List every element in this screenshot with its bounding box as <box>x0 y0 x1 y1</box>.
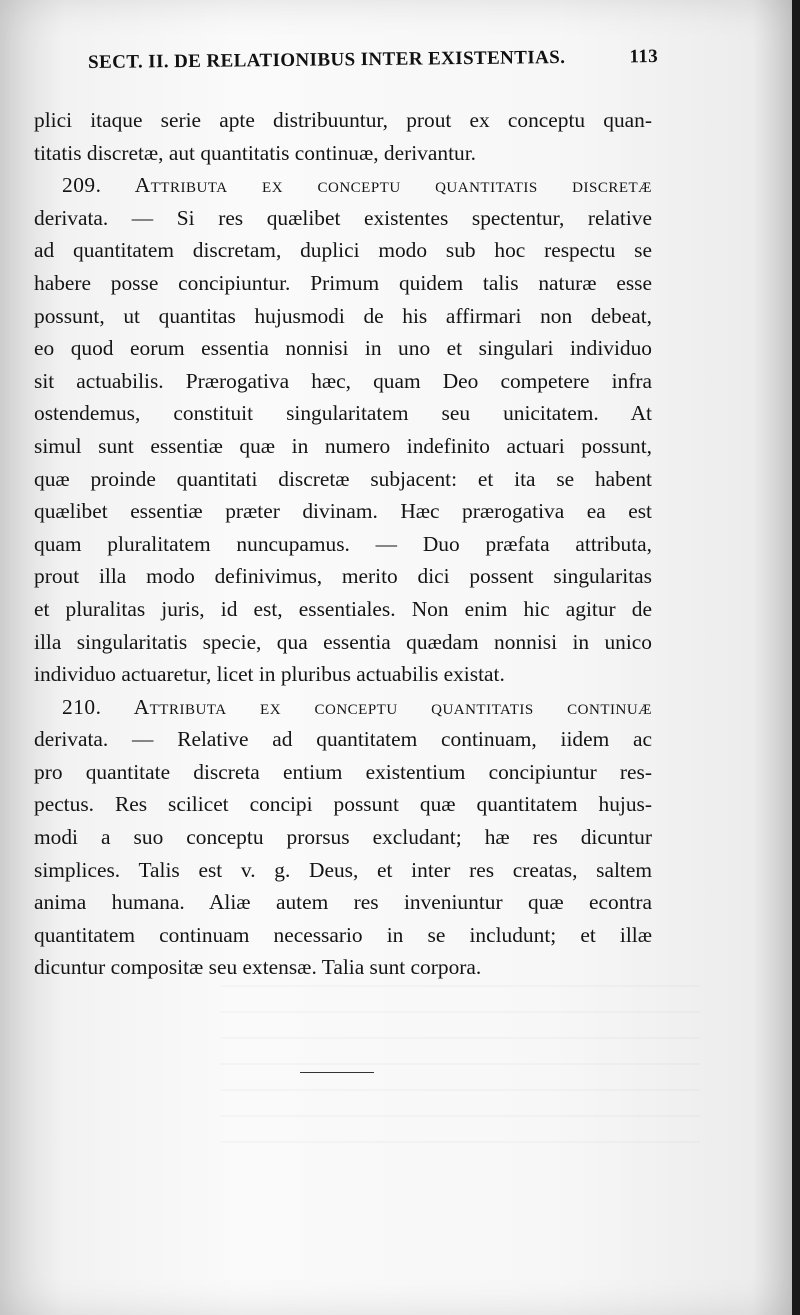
text-line: dicuntur compositæ seu extensæ. Talia sunt corpora. <box>34 955 482 980</box>
page-number: 113 <box>629 46 659 68</box>
text-line: illa singularitatis specie, qua essentia quædam nonnisi in unico <box>34 629 652 654</box>
text-line: pro quantitate discreta entium existentium concipiuntur res- <box>34 759 652 784</box>
text-line: derivata. — Si res quælibet existentes spectentur, relative <box>34 205 652 230</box>
text-line: simplices. Talis est v. g. Deus, et inter res creatas, saltem <box>34 857 652 882</box>
footnote-rule <box>300 1072 374 1073</box>
text-line: quantitatem continuam necessario in se includunt; et illæ <box>34 922 652 947</box>
text-line: derivata. — Relative ad quantitatem continuam, iidem ac <box>34 727 652 752</box>
text-line: modi a suo conceptu prorsus excludant; hæ res dicuntur <box>34 825 652 850</box>
text-line: eo quod eorum essentia nonnisi in uno et singulari individuo <box>34 336 652 361</box>
text-line: plici itaque serie apte distribuuntur, prout ex conceptu quan- <box>34 108 652 132</box>
text-line: ostendemus, constituit singularitatem seu unicitatem. At <box>34 401 652 426</box>
bleed-through-shadow <box>220 985 700 1165</box>
section-heading-209: 209. Attributa ex conceptu quantitatis discretæ <box>62 173 652 198</box>
text-line: quælibet essentiæ præter divinam. Hæc prærogativa ea est <box>34 499 652 524</box>
body-text <box>34 104 652 984</box>
text-line: quam pluralitatem nuncupamus. — Duo præfata attributa, <box>34 531 652 556</box>
page-edge-shadow <box>792 0 800 1315</box>
text-line: titatis discretæ, aut quantitatis continuæ, derivantur. <box>34 140 476 165</box>
text-line: sit actuabilis. Prærogativa hæc, quam Deo competere infra <box>34 368 652 393</box>
text-line: ad quantitatem discretam, duplici modo sub hoc respectu se <box>34 238 652 263</box>
page-header <box>88 46 659 73</box>
text-line: possunt, ut quantitas hujusmodi de his affirmari non debeat, <box>34 303 652 328</box>
text-line: quæ proinde quantitati discretæ subjacent: et ita se habent <box>34 466 652 491</box>
running-title: SECT. II. DE RELATIONIBUS INTER EXISTENTIAS. <box>88 47 566 73</box>
section-heading-210: 210. Attributa ex conceptu quantitatis continuæ <box>62 694 652 719</box>
text-line: anima humana. Aliæ autem res inveniuntur quæ econtra <box>34 890 652 915</box>
text-line: et pluralitas juris, id est, essentiales. Non enim hic agitur de <box>34 596 652 621</box>
text-line: simul sunt essentiæ quæ in numero indefinito actuari possunt, <box>34 433 652 458</box>
text-line: individuo actuaretur, licet in pluribus actuabilis existat. <box>34 662 505 687</box>
text-line: prout illa modo definivimus, merito dici possent singularitas <box>34 564 652 589</box>
text-line: pectus. Res scilicet concipi possunt quæ quantitatem hujus- <box>34 792 652 817</box>
text-line: habere posse concipiuntur. Primum quidem talis naturæ esse <box>34 270 652 295</box>
